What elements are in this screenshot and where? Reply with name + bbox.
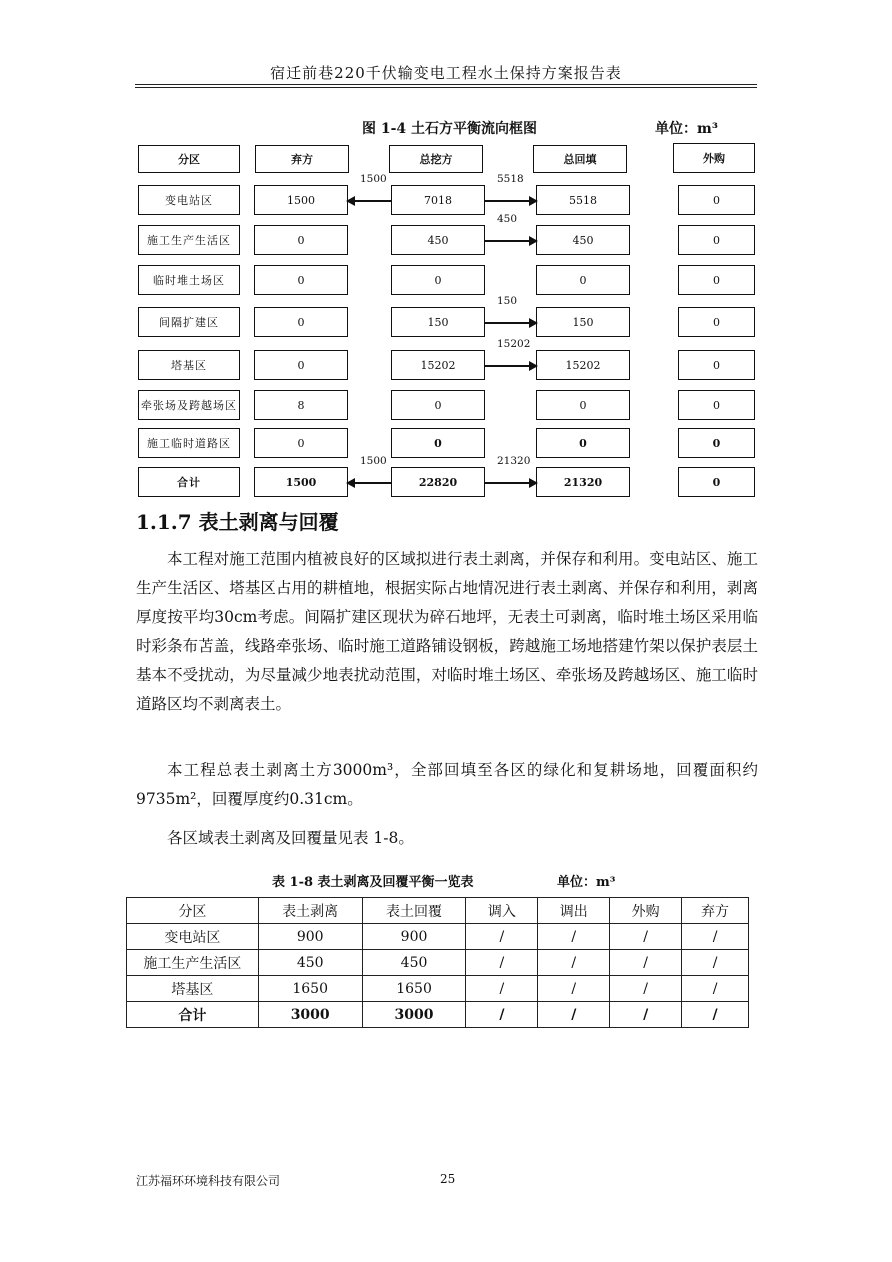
figure-unit: 单位：m³ (655, 121, 718, 137)
spoil-box: 0 (254, 265, 348, 295)
purchase-box: 0 (678, 185, 755, 215)
spoil-box: 0 (254, 225, 348, 255)
purchase-box: 0 (678, 428, 755, 458)
cell: / (466, 1002, 538, 1028)
table-title: 表 1-8 表土剥离及回覆平衡一览表 (272, 875, 474, 890)
excavation-box: 150 (391, 307, 485, 337)
cell: 1650 (362, 976, 466, 1002)
flow-arrow-right (485, 240, 536, 242)
th-out: 调出 (538, 898, 610, 924)
purchase-box: 0 (678, 350, 755, 380)
paragraph-2: 本工程总表土剥离土方3000m³，全部回填至各区的绿化和复耕场地，回覆面积约9735m²，回覆厚度约0.31cm。 (136, 761, 758, 808)
zone-box: 临时堆土场区 (138, 265, 240, 295)
backfill-box: 0 (536, 428, 630, 458)
table-total-row (127, 1002, 749, 1028)
backfill-box: 450 (536, 225, 630, 255)
table-header-row (127, 898, 749, 924)
zone-box: 施工生产生活区 (138, 225, 240, 255)
cell: / (538, 976, 610, 1002)
col-header-backfill: 总回填 (533, 145, 627, 173)
th-zone: 分区 (127, 898, 259, 924)
backfill-box: 5518 (536, 185, 630, 215)
zone-box: 牵张场及跨越场区 (138, 390, 240, 420)
table-row (127, 924, 749, 950)
cell: 450 (258, 950, 362, 976)
backfill-box: 0 (536, 390, 630, 420)
purchase-box: 0 (678, 467, 755, 497)
flow-label-right: 450 (497, 213, 518, 225)
excavation-box: 22820 (391, 467, 485, 497)
cell: 900 (362, 924, 466, 950)
cell: 450 (362, 950, 466, 976)
backfill-box: 21320 (536, 467, 630, 497)
cell: 施工生产生活区 (127, 950, 259, 976)
flow-arrow-right (485, 200, 536, 202)
flow-arrow-right (485, 482, 536, 484)
excavation-box: 0 (391, 390, 485, 420)
flow-label-right: 21320 (497, 455, 531, 467)
zone-box: 变电站区 (138, 185, 240, 215)
backfill-box: 150 (536, 307, 630, 337)
excavation-box: 0 (391, 428, 485, 458)
zone-box: 施工临时道路区 (138, 428, 240, 458)
col-header-zone: 分区 (138, 145, 240, 173)
spoil-box: 0 (254, 428, 348, 458)
cell: / (682, 976, 749, 1002)
cell: 塔基区 (127, 976, 259, 1002)
excavation-box: 450 (391, 225, 485, 255)
flow-label-left: 1500 (360, 173, 387, 185)
th-strip: 表土剥离 (258, 898, 362, 924)
footer-company: 江苏福环环境科技有限公司 (136, 1174, 281, 1188)
purchase-box: 0 (678, 390, 755, 420)
th-spoil: 弃方 (682, 898, 749, 924)
flow-arrow-left (348, 200, 391, 202)
purchase-box: 0 (678, 225, 755, 255)
cell: / (610, 976, 682, 1002)
header-rule (135, 84, 757, 88)
cell: 3000 (362, 1002, 466, 1028)
excavation-box: 15202 (391, 350, 485, 380)
flow-label-right: 15202 (497, 338, 531, 350)
cell: / (610, 950, 682, 976)
cell: / (538, 950, 610, 976)
spoil-box: 1500 (254, 467, 348, 497)
excavation-box: 0 (391, 265, 485, 295)
purchase-box: 0 (678, 307, 755, 337)
spoil-box: 0 (254, 350, 348, 380)
spoil-box: 8 (254, 390, 348, 420)
zone-box: 间隔扩建区 (138, 307, 240, 337)
backfill-box: 15202 (536, 350, 630, 380)
cell: / (466, 976, 538, 1002)
cell: 3000 (258, 1002, 362, 1028)
flow-label-right: 150 (497, 295, 518, 307)
th-purchase: 外购 (610, 898, 682, 924)
excavation-box: 7018 (391, 185, 485, 215)
topsoil-table (126, 897, 749, 1028)
th-in: 调入 (466, 898, 538, 924)
paragraph-1: 本工程对施工范围内植被良好的区域拟进行表土剥离，并保存和利用。变电站区、施工生产生活区、塔基区占用的耕植地，根据实际占地情况进行表土剥离、并保存和利用，剥离厚度按平均30cm考虑。间隔扩建区现状为碎石地坪，无表土可剥离，临时堆土场区采用临时彩条布苫盖，线路牵张场、临时施工道路铺设钢板，跨越施工场地搭建竹架以保护表层土基本不受扰动，为尽量减少地表扰动范围，对临时堆土场区、牵张场及跨越场区、施工临时道路区均不剥离表土。 (136, 550, 758, 713)
flow-label-right: 5518 (497, 173, 524, 185)
cell: 1650 (258, 976, 362, 1002)
table-row (127, 976, 749, 1002)
cell: 合计 (127, 1002, 259, 1028)
cell: / (610, 924, 682, 950)
flow-arrow-left (348, 482, 391, 484)
cell: / (466, 924, 538, 950)
zone-box: 塔基区 (138, 350, 240, 380)
flow-arrow-right (485, 322, 536, 324)
cell: / (610, 1002, 682, 1028)
col-header-excavation: 总挖方 (389, 145, 483, 173)
cell: / (682, 950, 749, 976)
cell: / (682, 1002, 749, 1028)
cell: / (538, 1002, 610, 1028)
col-header-purchase: 外购 (673, 143, 755, 173)
page-number: 25 (440, 1172, 456, 1186)
flow-label-left: 1500 (360, 455, 387, 467)
th-cover: 表土回覆 (362, 898, 466, 924)
spoil-box: 1500 (254, 185, 348, 215)
cell: 变电站区 (127, 924, 259, 950)
page-header: 宿迁前巷220千伏输变电工程水土保持方案报告表 (270, 64, 622, 82)
flow-arrow-right (485, 365, 536, 367)
purchase-box: 0 (678, 265, 755, 295)
cell: / (682, 924, 749, 950)
backfill-box: 0 (536, 265, 630, 295)
cell: 900 (258, 924, 362, 950)
table-row (127, 950, 749, 976)
spoil-box: 0 (254, 307, 348, 337)
section-title: 1.1.7 表土剥离与回覆 (136, 510, 339, 534)
paragraph-3: 各区域表土剥离及回覆量见表 1-8。 (167, 829, 414, 847)
figure-title: 图 1-4 土石方平衡流向框图 (362, 121, 538, 137)
table-unit: 单位：m³ (557, 875, 616, 890)
col-header-spoil: 弃方 (255, 145, 349, 173)
cell: / (538, 924, 610, 950)
zone-box: 合计 (138, 467, 240, 497)
cell: / (466, 950, 538, 976)
